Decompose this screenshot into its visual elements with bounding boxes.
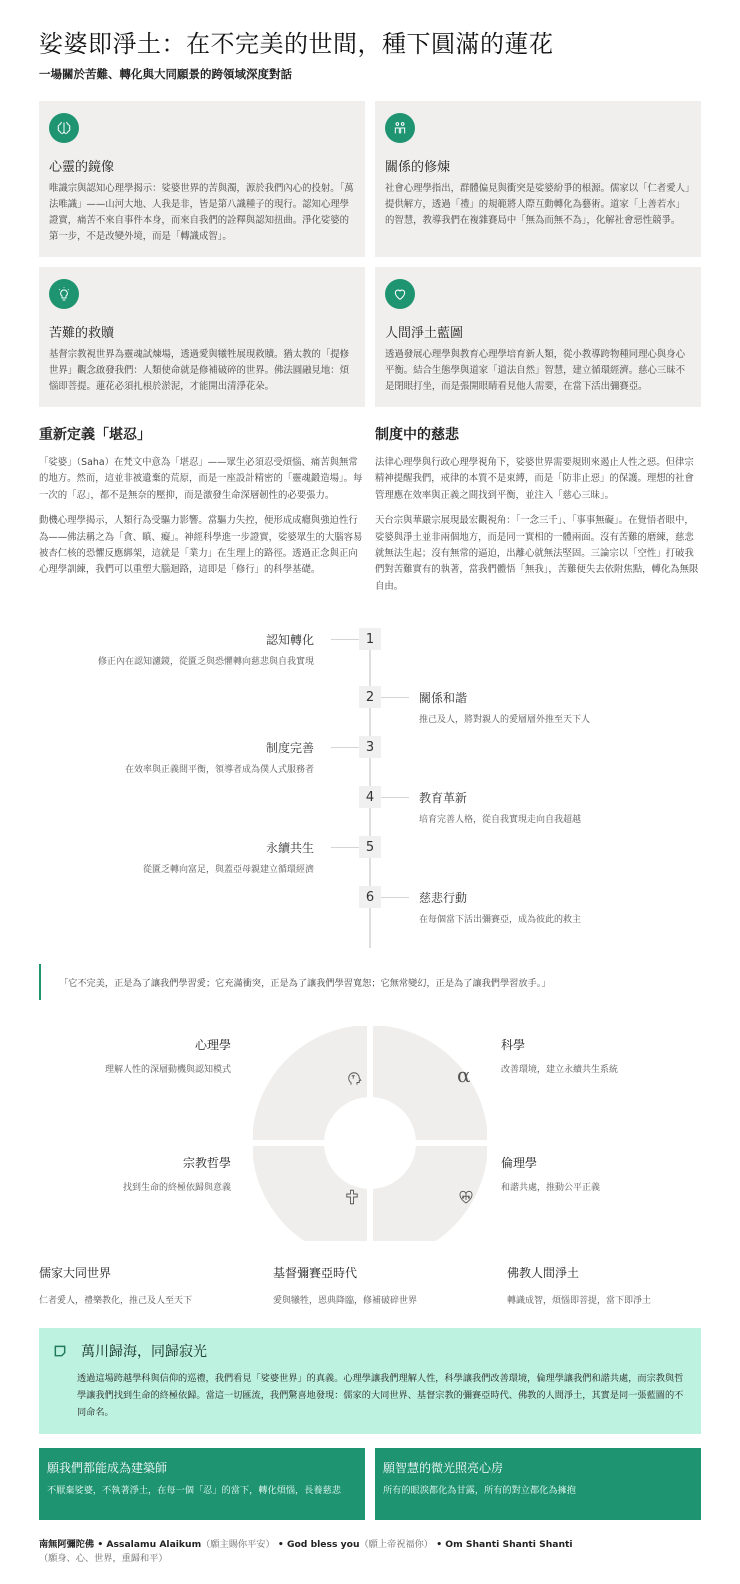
timeline-step-desc: 從匱乏轉向富足，與蓋亞母親建立循環經濟: [142, 865, 314, 876]
blessing-buddhist: 南無阿彌陀佛: [39, 1539, 95, 1551]
paragraph: 動機心理學揭示，人類行為受驅力影響。當驅力失控，便形成成癮與強迫性行為——佛法稱之為「貪、瞋、癡」。神經科學進一步證實，娑婆眾生的大腦容易被杏仁核的恐懼反應綁架，這就是「業力」在生理上的路徑。透過正念與正向心理學訓練，我們可以重塑大腦迴路，這即是「修行」的科學基礎。: [39, 515, 363, 576]
column-redefine-endurance: [39, 424, 365, 604]
wish-title: 願智慧的微光照亮心房: [383, 1461, 504, 1476]
card-body: 唯識宗與認知心理學揭示：娑婆世界的苦與濁，源於我們內心的投射。「萬法唯識」——山河大地、人我是非，皆是第八識種子的現行。認知心理學證實，痛苦不來自事件本身，而來自我們的詮釋與認知扭曲。淨化娑婆的第一步，不是改變外境，而是「轉識成智」。: [49, 183, 354, 242]
wish-card-wisdom: [375, 1448, 701, 1520]
paragraph: 天台宗與華嚴宗展現最宏觀視角：「一念三千」、「事事無礙」。在覺悟者眼中，娑婆與淨土並非兩個地方，而是同一實相的一體兩面。沒有苦難的磨練，慈悲就無法生起；沒有無常的逼迫，出離心就無法堅固。三論宗以「空性」打破我們對苦難實有的執著，當我們體悟「無我」，苦難便失去依附焦點，轉化為無限自由。: [375, 515, 699, 592]
blessing-hindu: Om Shanti Shanti Shanti: [445, 1539, 573, 1551]
discipline-desc: 和諧共處，推動公平正義: [501, 1183, 601, 1194]
blessing-gloss: （願主賜你平安）: [201, 1539, 275, 1551]
discipline-title: 科學: [501, 1038, 526, 1053]
timeline: [39, 618, 701, 956]
page-subtitle: 一場關於苦難、轉化與大同願景的跨領域深度對話: [39, 67, 292, 81]
discipline-desc: 改善環境，建立永續共生系統: [501, 1065, 619, 1076]
timeline-connector: [381, 897, 409, 898]
timeline-connector: [331, 847, 359, 848]
note-icon: [53, 1344, 67, 1358]
brain-icon: [49, 113, 79, 143]
timeline-connector: [381, 797, 409, 798]
discipline-ethics: [501, 1154, 600, 1193]
vision-buddhist: [507, 1264, 707, 1306]
blessing-gloss: （願上帝祝福你）: [359, 1539, 433, 1551]
heart-icon: [385, 279, 415, 309]
vision-title: 佛教人間淨土: [507, 1266, 580, 1281]
timeline-step-desc: 培育完善人格，從自我實現走向自我超越: [419, 815, 582, 826]
wishes-row: [39, 1448, 701, 1520]
vision-desc: 轉識成智，煩惱即菩提，當下即淨土: [507, 1296, 652, 1307]
card-body: 社會心理學指出，群體偏見與衝突是娑婆紛爭的根源。儒家以「仁者愛人」提供解方，透過「禮」的規範將人際互動轉化為藝術。道家「上善若水」的智慧，教導我們在複雜賽局中「無為而無不為」，化解社會惡性競爭。: [385, 183, 690, 226]
discipline-science: [501, 1036, 618, 1075]
vision-desc: 仁者愛人，禮樂教化，推己及人至天下: [39, 1296, 193, 1307]
section-heading: 重新定義「堪忍」: [39, 427, 151, 443]
card-pure-land-blueprint: [375, 267, 701, 407]
blessing-christian: God bless you: [286, 1539, 360, 1551]
callout-body: 透過這場跨越學科與信仰的巡禮，我們看見「娑婆世界」的真義。心理學讓我們理解人性，科學讓我們改善環境，倫理學讓我們和諧共處，而宗教與哲學讓我們找到生命的終極依歸。當這一切匯流，我們驚喜地發現：儒家的大同世界、基督宗教的彌賽亞時代、佛教的人間淨土，其實是同一張藍圖的不同命名。: [77, 1373, 684, 1419]
discipline-religious-philosophy: [123, 1154, 231, 1193]
essay-columns: [39, 424, 701, 604]
timeline-step-number: 3: [359, 736, 381, 758]
section-heading: 制度中的慈悲: [375, 427, 459, 443]
timeline-step-number: 5: [359, 836, 381, 858]
vision-confucian: [39, 1264, 273, 1306]
vision-title: 基督彌賽亞時代: [273, 1266, 358, 1281]
disciplines-wheel: [39, 1026, 701, 1241]
timeline-step-title: 制度完善: [265, 741, 314, 756]
discipline-title: 宗教哲學: [182, 1156, 231, 1171]
timeline-connector: [331, 747, 359, 748]
timeline-step-title: 認知轉化: [265, 633, 314, 648]
discipline-desc: 理解人性的深層動機與認知模式: [104, 1065, 231, 1076]
heart-scale-icon: [457, 1188, 475, 1206]
timeline-step-desc: 推己及人，將對親人的愛層層外推至天下人: [419, 715, 591, 726]
paragraph: 「娑婆」（Saha）在梵文中意為「堪忍」——眾生必須忍受煩惱、痛苦與無常的地方。然而，這並非被遺棄的荒原，而是一座設計精密的「靈魂鍛造場」。每一次的「忍」，都不是無奈的壓抑，而是激發生命深層韌性的必要張力。: [39, 457, 363, 501]
conclusion-callout: [39, 1328, 701, 1434]
discipline-title: 心理學: [194, 1038, 231, 1053]
wish-card-architect: [39, 1448, 365, 1520]
callout-title: 萬川歸海，同歸寂光: [81, 1344, 207, 1361]
card-title: 人間淨土藍圖: [385, 326, 464, 341]
alpha-icon: α: [457, 1063, 471, 1088]
card-title: 心靈的鏡像: [49, 160, 115, 175]
lightbulb-icon: [49, 279, 79, 309]
card-relations: [375, 101, 701, 257]
card-redemption: [39, 267, 365, 407]
discipline-title: 倫理學: [501, 1156, 538, 1171]
vision-title: 儒家大同世界: [39, 1266, 112, 1281]
vision-desc: 愛與犧牲，恩典降臨，修補破碎世界: [273, 1296, 418, 1307]
blessing-islamic: Assalamu Alaikum: [106, 1539, 202, 1551]
timeline-step-desc: 在效率與正義間平衡，領導者成為僕人式服務者: [124, 765, 314, 776]
card-title: 苦難的救贖: [49, 326, 115, 341]
head-brain-icon: [345, 1069, 363, 1087]
discipline-psychology: [105, 1036, 231, 1075]
timeline-step-number: 4: [359, 786, 381, 808]
feature-cards: [39, 101, 701, 407]
timeline-step-number: 2: [359, 686, 381, 708]
timeline-step-title: 永續共生: [265, 841, 314, 856]
card-title: 關係的修煉: [385, 160, 451, 175]
separator: •: [94, 1539, 107, 1551]
card-body: 基督宗教視世界為靈魂試煉場，透過愛與犧牲展現救贖。猶太教的「提修世界」觀念啟發我們：人類使命就是修補破碎的世界。佛法圓融見地：煩惱即菩提。蓮花必須扎根於淤泥，才能開出清淨花朵。: [49, 349, 350, 392]
timeline-step-desc: 在每個當下活出彌賽亞，成為彼此的救主: [419, 915, 582, 926]
separator: •: [274, 1539, 287, 1551]
card-mind-mirror: [39, 101, 365, 257]
timeline-step-number: 6: [359, 886, 381, 908]
discipline-desc: 找到生命的終極依歸與意義: [122, 1183, 231, 1194]
paragraph: 法律心理學與行政心理學視角下，娑婆世界需要規則來遏止人性之惡。但律宗精神提醒我們，戒律的本質不是束縛，而是「防非止惡」的保護。理想的社會管理應在效率與正義之間找到平衡，並注入「慈心三昧」。: [375, 457, 694, 501]
wish-title: 願我們都能成為建築師: [47, 1461, 168, 1476]
timeline-step-title: 慈悲行動: [419, 891, 468, 906]
column-compassion-in-systems: [375, 424, 701, 604]
separator: •: [433, 1539, 446, 1551]
quote-block: 「它不完美，正是為了讓我們學習愛；它充滿衝突，正是為了讓我們學習寬恕；它無常變幻，正是為了讓我們學習放手。」: [39, 964, 701, 1000]
timeline-step-desc: 修正內在認知濾鏡，從匱乏與恐懼轉向慈悲與自我實現: [97, 657, 314, 668]
vision-christian: [273, 1264, 507, 1306]
blessings-footer: [39, 1536, 701, 1564]
visions-row: [39, 1264, 701, 1306]
cross-icon: [343, 1188, 361, 1206]
timeline-step-number: 1: [359, 628, 381, 650]
card-body: 透過發展心理學與教育心理學培育新人類，從小教導跨物種同理心與身心平衡。結合生態學與道家「道法自然」智慧，建立循環經濟。慈心三昧不是閉眼打坐，而是張開眼睛看見他人需要，在當下活出彌賽亞。: [385, 349, 686, 392]
timeline-step-title: 教育革新: [419, 791, 468, 806]
quadrant-ring: [253, 1026, 487, 1241]
blessing-gloss: （願身、心、世界，重歸和平）: [39, 1553, 168, 1565]
wish-body: 不厭棄娑婆，不執著淨土，在每一個「忍」的當下，轉化煩惱，長養慈悲: [47, 1485, 341, 1497]
timeline-step-title: 關係和諧: [419, 691, 468, 706]
page-title: 娑婆即淨土：在不完美的世間，種下圓滿的蓮花: [39, 30, 554, 58]
people-icon: [385, 113, 415, 143]
timeline-connector: [331, 639, 359, 640]
timeline-connector: [381, 697, 409, 698]
wish-body: 所有的眼淚都化為甘露，所有的對立都化為擁抱: [383, 1485, 576, 1497]
